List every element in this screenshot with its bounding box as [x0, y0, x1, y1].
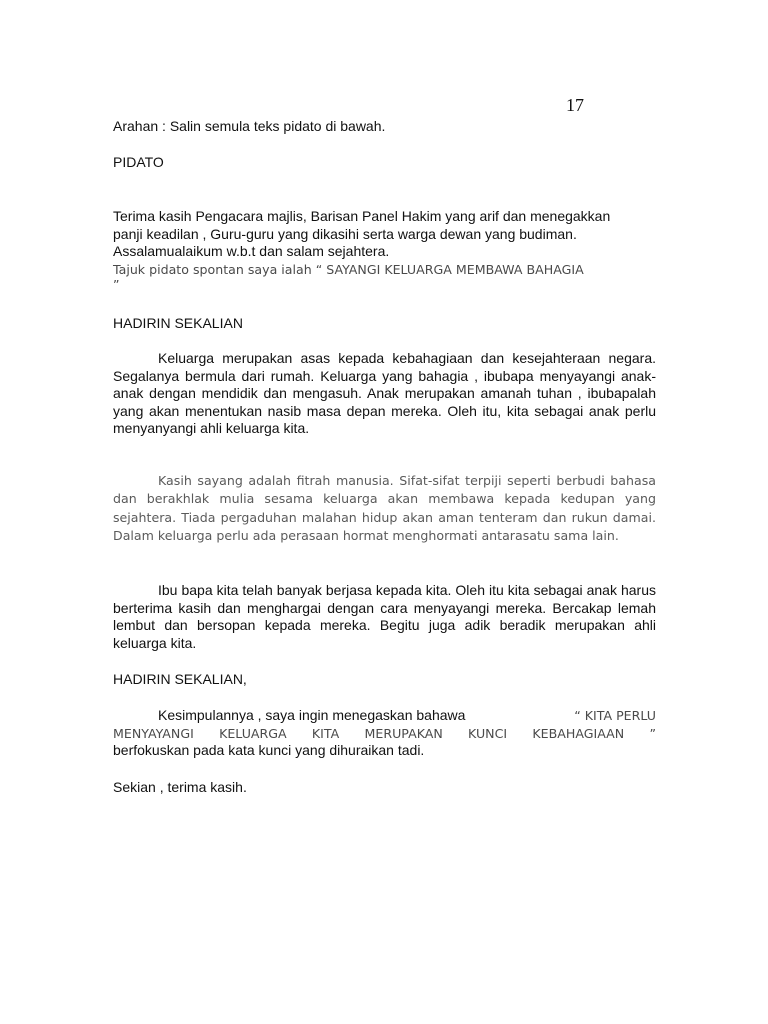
conclusion-lead: Kesimpulannya , saya ingin menegaskan bahawa — [158, 707, 466, 723]
speech-title-closing-quote: ” — [113, 277, 120, 292]
greeting-1: HADIRIN SEKALIAN — [113, 315, 243, 331]
conclusion-quote-start: “ KITA PERLU — [574, 708, 656, 723]
instruction-text: Arahan : Salin semula teks pidato di bawah. — [113, 118, 386, 134]
conclusion-quote-line-2: MENYAYANGI KELUARGA KITA MERUPAKAN KUNCI KEBAHAGIAAN ” — [113, 725, 656, 741]
opening-line-3: Assalamualaikum w.b.t dan salam sejahtera. — [113, 243, 390, 259]
speech-heading: PIDATO — [113, 154, 164, 170]
closing-text: Sekian , terima kasih. — [113, 779, 247, 795]
speech-title-line: Tajuk pidato spontan saya ialah “ SAYANGI KELUARGA MEMBAWA BAHAGIA — [113, 261, 584, 277]
conclusion-line-1 — [113, 707, 656, 725]
paragraph-3: Ibu bapa kita telah banyak berjasa kepada kita. Oleh itu kita sebagai anak harus berterima kasih dan menghargai dengan cara menyayangi mereka. Bercakap lemah lembut dan bersopan kepada mereka. Begitu juga adik beradik merupakan ahli keluarga kita. — [113, 582, 656, 651]
opening-line-2: panji keadilan , Guru-guru yang dikasihi serta warga dewan yang budiman. — [113, 225, 577, 242]
opening-line-1: Terima kasih Pengacara majlis, Barisan Panel Hakim yang arif dan menegakkan — [113, 208, 611, 224]
conclusion-paragraph — [113, 707, 656, 760]
greeting-2: HADIRIN SEKALIAN, — [113, 671, 247, 687]
paragraph-2: Kasih sayang adalah fitrah manusia. Sifat-sifat terpiji seperti berbudi bahasa dan berakhlak mulia sesama keluarga akan membawa kepada kedupan yang sejahtera. Tiada pergaduhan malahan hidup akan aman tenteram dan rukun damai. Dalam keluarga perlu ada perasaan hormat menghormati antarasatu sama lain. — [113, 473, 656, 544]
conclusion-tail: berfokuskan pada kata kunci yang dihuraikan tadi. — [113, 742, 425, 758]
opening-paragraph — [113, 208, 656, 291]
paragraph-1: Keluarga merupakan asas kepada kebahagiaan dan kesejahteraan negara. Segalanya bermula dari rumah. Keluarga yang bahagia , ibubapa menyayangi anak-anak dengan mendidik dan mengasuh. Anak merupakan amanah tuhan , ibubapalah yang akan menentukan nasib masa depan mereka. Oleh itu, kita sebagai anak perlu menyanyangi ahli keluarga kita. — [113, 350, 656, 436]
page-number: 17 — [566, 95, 584, 115]
